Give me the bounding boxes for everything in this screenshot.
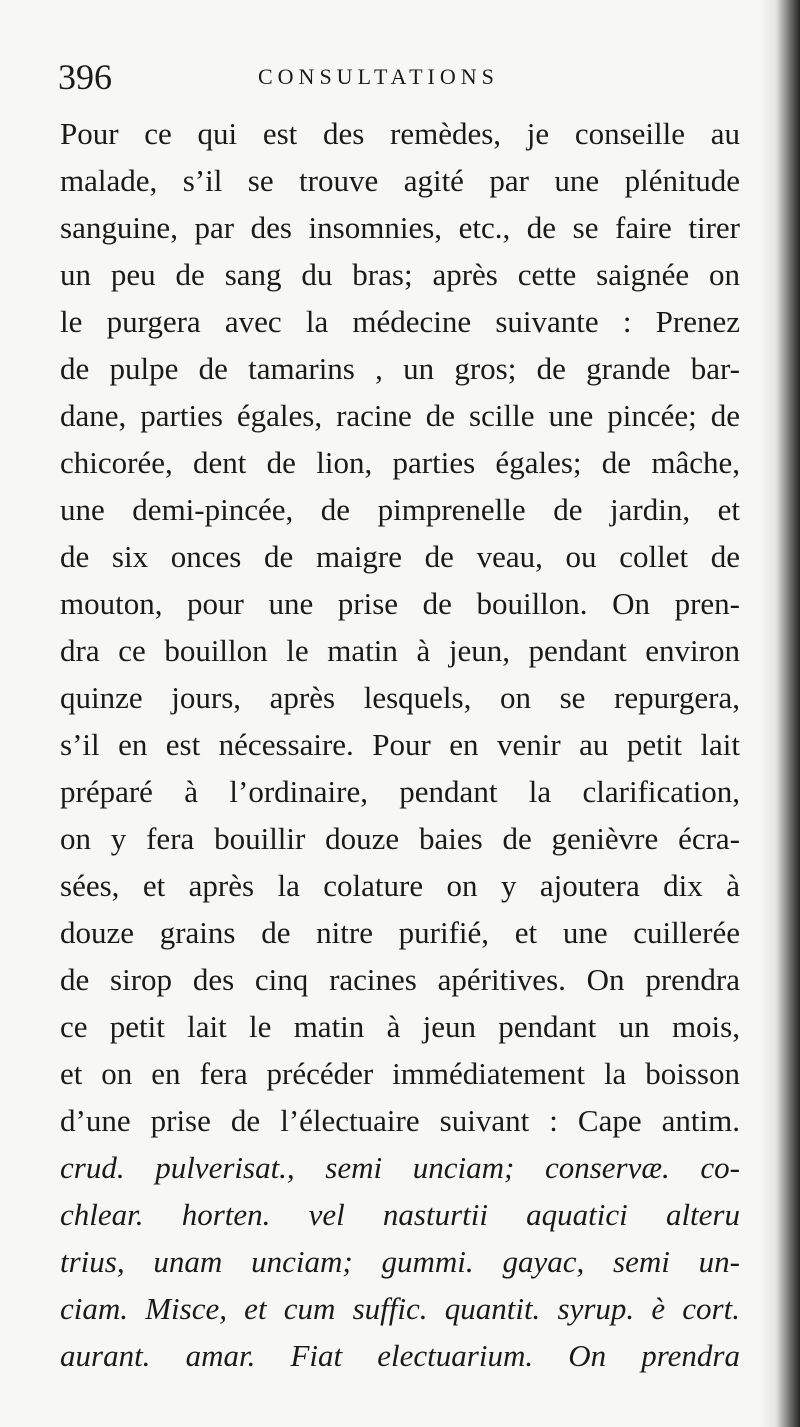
text-line: crud. pulverisat., semi unciam; conservæ. co- [60, 1150, 740, 1185]
text-line: le purgera avec la médecine suivante : Prenez [60, 304, 740, 339]
running-title: CONSULTATIONS [258, 64, 499, 89]
text-line: de pulpe de tamarins , un gros; de grande bar- [60, 351, 740, 386]
text-line: dra ce bouillon le matin à jeun, pendant environ [60, 633, 740, 668]
page-number: 396 [58, 57, 112, 97]
text-line: quinze jours, après lesquels, on se repurgera, [60, 680, 740, 715]
text-line: trius, unam unciam; gummi. gayac, semi un- [60, 1244, 740, 1279]
text-line: aurant. amar. Fiat electuarium. On prendra [60, 1338, 740, 1373]
text-line: on y fera bouillir douze baies de genièvre écra- [60, 821, 740, 856]
text-line: chicorée, dent de lion, parties égales; de mâche, [60, 445, 740, 480]
text-line: s’il en est nécessaire. Pour en venir au petit lait [60, 727, 740, 762]
text-line: préparé à l’ordinaire, pendant la clarification, [60, 774, 740, 809]
text-line: sées, et après la colature on y ajoutera dix à [60, 868, 740, 903]
text-line: ce petit lait le matin à jeun pendant un mois, [60, 1009, 740, 1044]
text-line: mouton, pour une prise de bouillon. On pren- [60, 586, 740, 621]
text-line: de sirop des cinq racines apéritives. On prendra [60, 962, 740, 997]
text-line: chlear. horten. vel nasturtii aquatici alteru [60, 1197, 740, 1232]
text-line: malade, s’il se trouve agité par une plénitude [60, 163, 740, 198]
text-line: douze grains de nitre purifié, et une cuillerée [60, 915, 740, 950]
text-line: Pour ce qui est des remèdes, je conseille au [60, 116, 740, 151]
body-text [60, 110, 740, 1379]
text-line: un peu de sang du bras; après cette saignée on [60, 257, 740, 292]
text-line: dane, parties égales, racine de scille une pincée; de [60, 398, 740, 433]
text-line: une demi-pincée, de pimprenelle de jardin, et [60, 492, 740, 527]
running-head [58, 54, 748, 104]
text-line: de six onces de maigre de veau, ou collet de [60, 539, 740, 574]
text-line: sanguine, par des insomnies, etc., de se faire tirer [60, 210, 740, 245]
text-line: ciam. Misce, et cum suffic. quantit. syrup. è cort. [60, 1291, 740, 1326]
text-line: d’une prise de l’électuaire suivant : Cape antim. [60, 1103, 740, 1138]
text-line: et on en fera précéder immédiatement la boisson [60, 1056, 740, 1091]
spine-shadow [760, 0, 800, 1427]
